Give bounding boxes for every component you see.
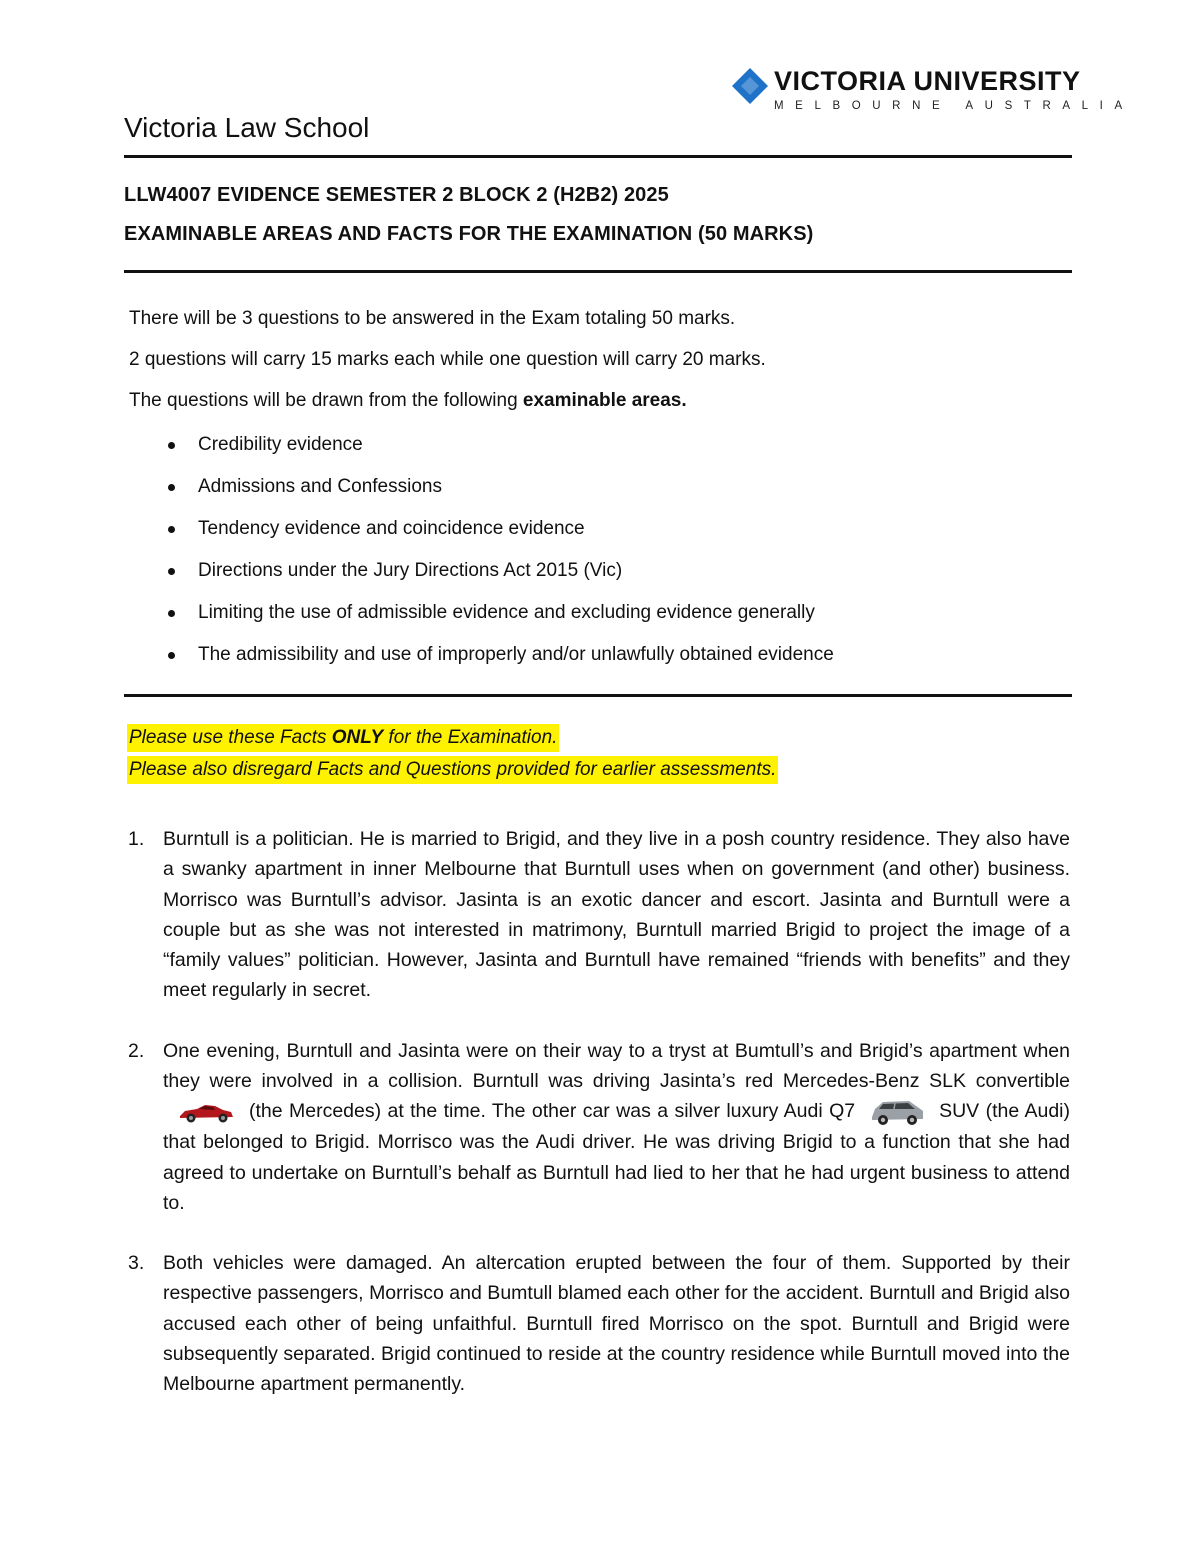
fact-text: Burntull is a politician. He is married to Brigid, and they live in a posh country residence. They also have a swanky apartment in inner Melbourne that Burntull uses when on government (and other) business. Morrisco was Burntull’s advisor. Jasinta is an exotic dancer and escort. Jasinta and Burntull were a couple but as she was not interested in matrimony, Burntull married Brigid to project the image of a “family values” politician. However, Jasinta and Burntull have remained “friends with benefits” and they meet regularly in secret. bbox=[163, 828, 1070, 1002]
area-label: Directions under the Jury Directions Act 2015 (Vic) bbox=[198, 560, 623, 581]
intro-bold-text: examinable areas. bbox=[522, 390, 687, 411]
course-title: LLW4007 EVIDENCE SEMESTER 2 BLOCK 2 (H2B2) 2025 bbox=[124, 184, 669, 206]
bullet-icon bbox=[168, 610, 175, 617]
fact-text-part: One evening, Burntull and Jasinta were on their way to a tryst at Bumtull’s and Brigid’s apartment when they were involved in a collision. Burntull was driving Jasinta’s red Mercedes-Benz SLK convertible bbox=[163, 1039, 1070, 1093]
area-label: Tendency evidence and coincidence evidence bbox=[198, 518, 585, 539]
fact-item bbox=[128, 824, 1070, 1006]
divider bbox=[124, 270, 1072, 273]
silver-suv-icon bbox=[869, 1097, 925, 1127]
exam-title: EXAMINABLE AREAS AND FACTS FOR THE EXAMINATION (50 MARKS) bbox=[124, 223, 814, 245]
fact-number: 2. bbox=[128, 1039, 145, 1062]
diamond-logo-icon bbox=[732, 68, 768, 104]
highlighted-notice bbox=[127, 724, 559, 752]
fact-text bbox=[163, 1036, 1070, 1218]
fact-item bbox=[128, 1036, 1070, 1218]
notice-text: for the Examination. bbox=[383, 727, 558, 748]
list-item bbox=[160, 598, 834, 640]
area-label: The admissibility and use of improperly and/or unlawfully obtained evidence bbox=[198, 644, 834, 665]
intro-line: 2 questions will carry 15 marks each while one question will carry 20 marks. bbox=[129, 349, 766, 370]
bullet-icon bbox=[168, 526, 175, 533]
fact-item bbox=[128, 1248, 1070, 1399]
red-convertible-car-icon bbox=[177, 1100, 235, 1124]
bullet-icon bbox=[168, 442, 175, 449]
list-item bbox=[160, 556, 834, 598]
area-label: Limiting the use of admissible evidence and excluding evidence generally bbox=[198, 602, 815, 623]
university-logo bbox=[728, 64, 1134, 114]
area-label: Credibility evidence bbox=[198, 434, 363, 455]
highlighted-notice: Please also disregard Facts and Questions provided for earlier assessments. bbox=[127, 756, 778, 784]
list-item bbox=[160, 640, 834, 682]
bullet-icon bbox=[168, 484, 175, 491]
intro-line bbox=[129, 390, 687, 412]
intro-text: The questions will be drawn from the following bbox=[129, 390, 523, 411]
bullet-icon bbox=[168, 652, 175, 659]
fact-number: 3. bbox=[128, 1252, 145, 1275]
fact-text: Both vehicles were damaged. An altercation erupted between the four of them. Supported by their respective passengers, Morrisco and Bumtull blamed each other for the accident. Burntull and Brigid also accused each other of being unfaithful. Burntull fired Morrisco on the spot. Burntull and Brigid were subsequently separated. Brigid continued to reside at the country residence while Burntull moved into the Melbourne apartment permanently. bbox=[163, 1252, 1070, 1396]
examinable-areas-list bbox=[160, 430, 834, 682]
fact-text-part: SUV (the Audi) that belonged to Brigid. Morrisco was the Audi driver. He was driving Brigid to a function that she had agreed to undertake on Burntull’s behalf as Burntull had lied to her that he had urgent business to attend to. bbox=[163, 1100, 1070, 1214]
school-name: Victoria Law School bbox=[124, 112, 370, 143]
logo-subtitle: MELBOURNE AUSTRALIA bbox=[774, 100, 1134, 112]
intro-line: There will be 3 questions to be answered in the Exam totaling 50 marks. bbox=[129, 308, 736, 329]
list-item bbox=[160, 430, 834, 472]
notice-text: Please use these Facts bbox=[129, 727, 332, 748]
divider bbox=[124, 155, 1072, 158]
list-item bbox=[160, 514, 834, 556]
area-label: Admissions and Confessions bbox=[198, 476, 442, 497]
facts-list bbox=[128, 824, 1070, 1430]
logo-name: VICTORIA UNIVERSITY bbox=[774, 66, 1081, 96]
notice-bold-text: ONLY bbox=[331, 727, 384, 748]
fact-number: 1. bbox=[128, 828, 145, 850]
list-item bbox=[160, 472, 834, 514]
divider bbox=[124, 694, 1072, 697]
bullet-icon bbox=[168, 568, 175, 575]
fact-text-part: (the Mercedes) at the time. The other car was a silver luxury Audi Q7 bbox=[249, 1100, 856, 1123]
